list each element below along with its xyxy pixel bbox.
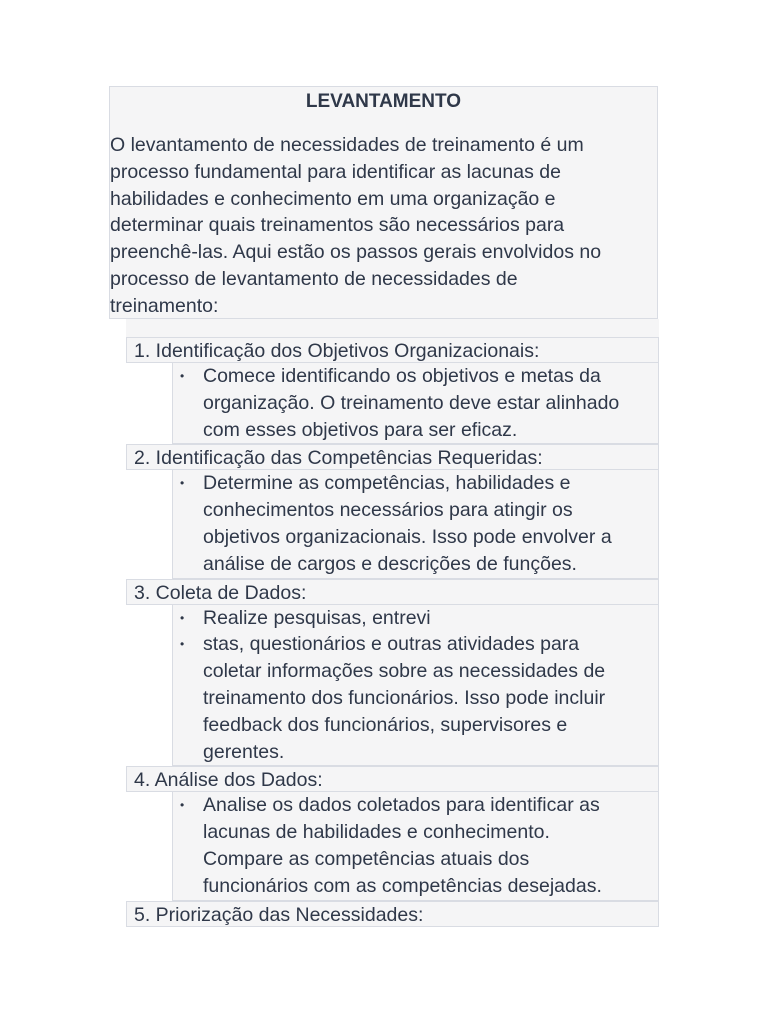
bullet-line: organização. O treinamento deve estar alinhado xyxy=(203,391,620,414)
bullet-line: Analise os dados coletados para identificar as xyxy=(203,794,600,817)
bullet-list xyxy=(173,792,658,899)
bullet-line: feedback dos funcionários, supervisores e xyxy=(203,713,568,736)
bullet-line: funcionários com as competências desejadas. xyxy=(203,874,602,897)
bullet-line: com esses objetivos para ser eficaz. xyxy=(203,418,518,441)
bullet-item xyxy=(173,631,658,765)
step-body xyxy=(172,792,659,900)
steps-list xyxy=(126,319,659,927)
intro-paragraph xyxy=(110,132,657,320)
bullet-line: lacunas de habilidades e conhecimento. xyxy=(203,821,550,844)
spacer-band xyxy=(126,319,659,337)
bullet-line: Realize pesquisas, entrevi xyxy=(203,606,431,629)
intro-line: treinamento: xyxy=(110,294,219,317)
document-title: LEVANTAMENTO xyxy=(305,91,462,112)
bullet-line: análise de cargos e descrições de funções. xyxy=(203,552,577,575)
intro-line: processo de levantamento de necessidades de xyxy=(110,267,518,290)
bullet-list xyxy=(173,363,658,443)
step-heading: 5. Priorização das Necessidades: xyxy=(126,901,659,927)
bullet-line: conhecimentos necessários para atingir os xyxy=(203,499,573,522)
bullet-line: Comece identificando os objetivos e metas da xyxy=(203,365,601,387)
step-body xyxy=(172,605,659,767)
intro-line: habilidades e conhecimento em uma organização e xyxy=(110,187,556,210)
bullet-list xyxy=(173,605,658,766)
step-body xyxy=(172,363,659,444)
bullet-item xyxy=(173,792,658,899)
bullet-item xyxy=(173,470,658,577)
step-heading: 2. Identificação das Competências Requeridas: xyxy=(126,444,659,470)
step-body xyxy=(172,470,659,578)
bullet-icon: • xyxy=(180,369,185,383)
bullet-icon: • xyxy=(180,798,185,813)
bullet-line: treinamento dos funcionários. Isso pode incluir xyxy=(203,686,606,709)
intro-line: preenchê-las. Aqui estão os passos gerais envolvidos no xyxy=(110,241,602,264)
bullet-icon: • xyxy=(180,610,185,625)
step-heading: 3. Coleta de Dados: xyxy=(126,579,659,605)
bullet-line: stas, questionários e outras atividades para xyxy=(203,633,580,656)
bullet-line: Compare as competências atuais dos xyxy=(203,847,530,870)
intro-section xyxy=(109,86,658,319)
step-heading: 4. Análise dos Dados: xyxy=(126,766,659,792)
bullet-icon: • xyxy=(180,637,185,652)
intro-line: determinar quais treinamentos são necessários para xyxy=(110,214,565,237)
bullet-item xyxy=(173,363,658,443)
bullet-line: Determine as competências, habilidades e xyxy=(203,472,571,495)
intro-line: processo fundamental para identificar as lacunas de xyxy=(110,160,561,183)
bullet-icon: • xyxy=(180,476,185,491)
step-heading: 1. Identificação dos Objetivos Organizacionais: xyxy=(126,337,659,363)
intro-line: O levantamento de necessidades de treinamento é um xyxy=(110,134,584,156)
bullet-item xyxy=(173,605,658,632)
bullet-line: gerentes. xyxy=(203,740,285,763)
bullet-line: coletar informações sobre as necessidades de xyxy=(203,660,606,683)
bullet-list xyxy=(173,470,658,577)
bullet-line: objetivos organizacionais. Isso pode envolver a xyxy=(203,525,612,548)
